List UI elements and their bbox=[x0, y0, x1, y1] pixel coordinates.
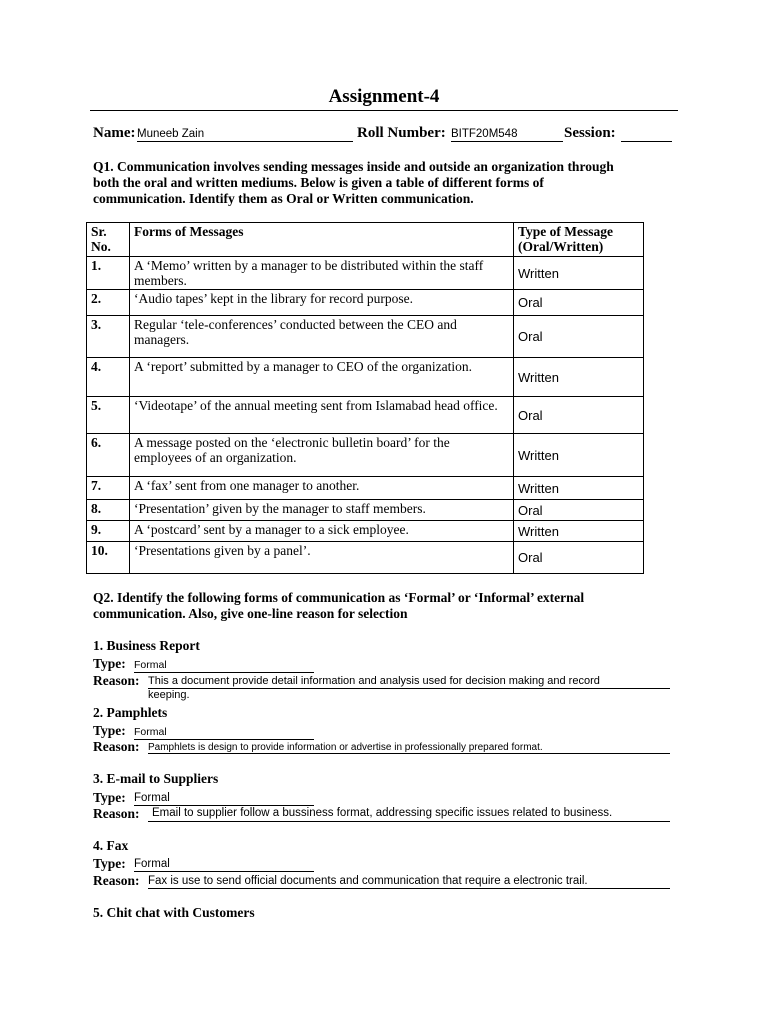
row-message: ‘Audio tapes’ kept in the library for record purpose. bbox=[130, 290, 514, 316]
table-row bbox=[87, 477, 644, 500]
row-message: ‘Videotape’ of the annual meeting sent from Islamabad head office. bbox=[130, 397, 514, 434]
row-message: ‘Presentation’ given by the manager to staff members. bbox=[130, 500, 514, 521]
row-type: Written bbox=[514, 358, 644, 397]
row-sr: 10. bbox=[87, 542, 130, 574]
forms-of-messages-table bbox=[86, 222, 644, 574]
row-type: Written bbox=[514, 434, 644, 477]
type-value: Formal bbox=[134, 659, 314, 673]
q1-line-3: communication. Identify them as Oral or Written communication. bbox=[93, 191, 474, 206]
row-sr: 1. bbox=[87, 257, 130, 290]
name-label: Name: bbox=[93, 125, 136, 141]
row-message: A message posted on the ‘electronic bulletin board’ for the employees of an organization. bbox=[130, 434, 514, 477]
row-message: Regular ‘tele-conferences’ conducted between the CEO and managers. bbox=[130, 316, 514, 358]
row-message: A ‘Memo’ written by a manager to be distributed within the staff members. bbox=[130, 257, 514, 290]
table-row bbox=[87, 434, 644, 477]
reason-underline bbox=[148, 821, 670, 822]
col-sr-no: Sr. No. bbox=[87, 223, 130, 257]
row-type: Oral bbox=[514, 500, 644, 521]
type-label: Type: bbox=[93, 656, 126, 671]
reason-underline bbox=[148, 753, 670, 754]
row-message: ‘Presentations given by a panel’. bbox=[130, 542, 514, 574]
q1-line-1: Q1. Communication involves sending messages inside and outside an organization through bbox=[93, 159, 614, 174]
q1-line-2: both the oral and written mediums. Below is given a table of different forms of bbox=[93, 175, 544, 190]
table-row bbox=[87, 521, 644, 542]
row-type: Written bbox=[514, 257, 644, 290]
row-sr: 8. bbox=[87, 500, 130, 521]
col-type-of-message: Type of Message (Oral/Written) bbox=[514, 223, 644, 257]
type-label: Type: bbox=[93, 723, 126, 738]
row-sr: 6. bbox=[87, 434, 130, 477]
session-value bbox=[621, 127, 672, 142]
assignment-title: Assignment-4 bbox=[328, 86, 440, 107]
row-sr: 7. bbox=[87, 477, 130, 500]
row-type: Oral bbox=[514, 397, 644, 434]
row-sr: 2. bbox=[87, 290, 130, 316]
type-value: Formal bbox=[134, 726, 314, 740]
q2-item-title: 5. Chit chat with Customers bbox=[93, 905, 255, 920]
reason-label: Reason: bbox=[93, 673, 140, 688]
roll-number-label: Roll Number: bbox=[357, 125, 446, 141]
row-type: Oral bbox=[514, 316, 644, 358]
reason-value-line-1: Email to supplier follow a bussiness format, addressing specific issues related to business. bbox=[152, 807, 613, 819]
row-message: A ‘report’ submitted by a manager to CEO of the organization. bbox=[130, 358, 514, 397]
table-row bbox=[87, 542, 644, 574]
name-value: Muneeb Zain bbox=[137, 127, 353, 142]
row-type: Oral bbox=[514, 290, 644, 316]
table-row bbox=[87, 358, 644, 397]
q2-item-title: 2. Pamphlets bbox=[93, 705, 168, 720]
reason-value-line-2: keeping. bbox=[148, 689, 190, 701]
reason-label: Reason: bbox=[93, 806, 140, 821]
row-sr: 4. bbox=[87, 358, 130, 397]
reason-underline bbox=[148, 888, 670, 889]
col-forms-of-messages: Forms of Messages bbox=[130, 223, 514, 257]
q2-item-title: 4. Fax bbox=[93, 838, 129, 853]
session-label: Session: bbox=[564, 125, 616, 141]
type-value: Formal bbox=[134, 792, 314, 806]
title-underline bbox=[90, 110, 678, 111]
row-type: Oral bbox=[514, 542, 644, 574]
row-message: A ‘fax’ sent from one manager to another. bbox=[130, 477, 514, 500]
row-type: Written bbox=[514, 521, 644, 542]
row-sr: 9. bbox=[87, 521, 130, 542]
row-type: Written bbox=[514, 477, 644, 500]
student-info-row bbox=[93, 125, 678, 147]
type-value: Formal bbox=[134, 858, 314, 872]
roll-number-value: BITF20M548 bbox=[451, 127, 563, 142]
q2-item-title: 3. E-mail to Suppliers bbox=[93, 771, 219, 786]
q2-item-title: 1. Business Report bbox=[93, 638, 200, 653]
row-sr: 3. bbox=[87, 316, 130, 358]
row-message: A ‘postcard’ sent by a manager to a sick employee. bbox=[130, 521, 514, 542]
reason-value-line-1: Pamphlets is design to provide information or advertise in professionally prepared format. bbox=[148, 742, 543, 753]
q2-line-1: Q2. Identify the following forms of communication as ‘Formal’ or ‘Informal’ external bbox=[93, 590, 585, 605]
reason-label: Reason: bbox=[93, 873, 140, 888]
row-sr: 5. bbox=[87, 397, 130, 434]
reason-value-line-1: This a document provide detail information and analysis used for decision making and record bbox=[148, 675, 600, 687]
type-label: Type: bbox=[93, 856, 126, 871]
table-header-row bbox=[87, 223, 644, 257]
table-row bbox=[87, 257, 644, 290]
table-row bbox=[87, 500, 644, 521]
table-row bbox=[87, 290, 644, 316]
reason-label: Reason: bbox=[93, 739, 140, 754]
q2-line-2: communication. Also, give one-line reason for selection bbox=[93, 606, 408, 621]
type-label: Type: bbox=[93, 790, 126, 805]
table-row bbox=[87, 316, 644, 358]
table-row bbox=[87, 397, 644, 434]
reason-value-line-1: Fax is use to send official documents and communication that require a electronic trail. bbox=[148, 875, 588, 887]
